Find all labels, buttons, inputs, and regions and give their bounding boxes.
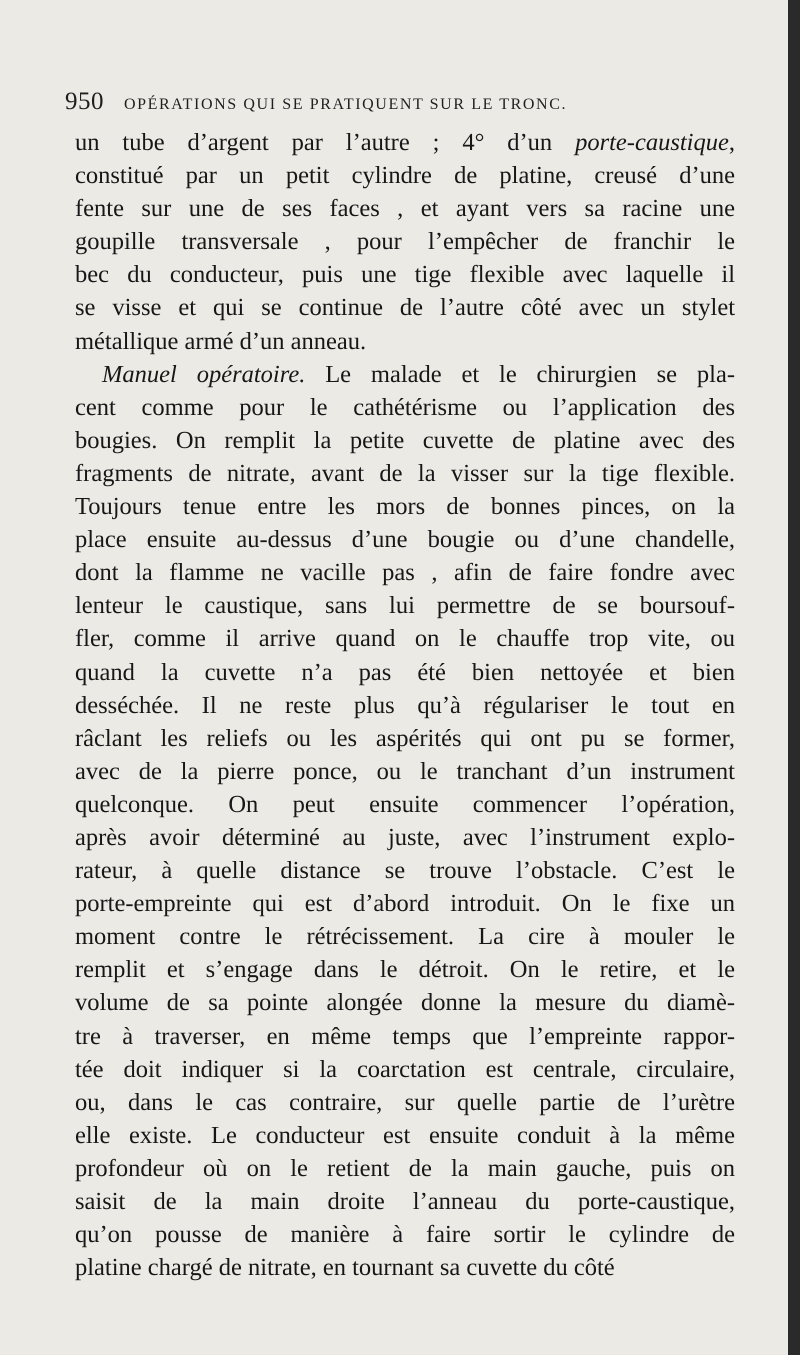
text-line-29: tée doit indiquer si la coarctation est centrale, circulaire,	[75, 1055, 735, 1083]
text-line-4: goupille transversale , pour l’empêcher de franchir le	[75, 228, 735, 256]
text-line-35: platine chargé de nitrate, en tournant sa cuvette du côté	[75, 1254, 615, 1282]
text-line-11: fragments de nitrate, avant de la visser sur la tige flexible.	[75, 459, 735, 487]
page-edge-shadow	[788, 0, 800, 1355]
text-line-9: cent comme pour le cathétérisme ou l’application des	[75, 393, 735, 421]
text-line-33: saisit de la main droite l’anneau du porte-caustique,	[75, 1188, 735, 1215]
text-line-26: remplit et s’engage dans le détroit. On le retire, et le	[75, 956, 735, 984]
text-line-10: bougies. On remplit la petite cuvette de platine avec des	[75, 426, 735, 454]
text-line-3: fente sur une de ses faces , et ayant vers sa racine une	[75, 195, 735, 223]
text-line-15: lenteur le caustique, sans lui permettre de se boursouf-	[75, 592, 735, 620]
text-line-2: constitué par un petit cylindre de platine, creusé d’une	[75, 162, 735, 190]
text-line-22: après avoir déterminé au juste, avec l’instrument explo-	[75, 823, 735, 851]
running-header	[65, 88, 705, 118]
section-heading-italic: Manuel opératoire.	[102, 360, 306, 388]
text-line-20: avec de la pierre ponce, ou le tranchant d’un instrument	[75, 757, 735, 785]
text-line-1-italic: porte-caustique	[575, 129, 729, 156]
text-line-17: quand la cuvette n’a pas été bien nettoyée et bien	[75, 658, 735, 686]
text-line-14: dont la flamme ne vacille pas , afin de faire fondre avec	[75, 559, 735, 587]
text-line-5: bec du conducteur, puis une tige flexible avec laquelle il	[75, 261, 735, 289]
text-line-32: profondeur où on le retient de la main gauche, puis on	[75, 1154, 735, 1182]
text-line-23: rateur, à quelle distance se trouve l’obstacle. C’est le	[75, 857, 735, 885]
text-line-21: quelconque. On peut ensuite commencer l’opération,	[75, 790, 735, 818]
text-line-28: tre à traverser, en même temps que l’empreinte rappor-	[75, 1022, 735, 1050]
text-line-6: se visse et qui se continue de l’autre côté avec un stylet	[75, 294, 735, 322]
running-head: OPÉRATIONS QUI SE PRATIQUENT SUR LE TRONC.	[124, 96, 568, 113]
text-line-19: râclant les reliefs ou les aspérités qui ont pu se former,	[75, 724, 735, 752]
text-line-1	[75, 126, 735, 159]
text-line-8-suffix: Le malade et le chirurgien se pla-	[305, 360, 735, 388]
text-line-7: métallique armé d’un anneau.	[75, 327, 367, 355]
text-line-30: ou, dans le cas contraire, sur quelle partie de l’urètre	[75, 1088, 735, 1116]
text-line-34: qu’on pousse de manière à faire sortir le cylindre de	[75, 1221, 735, 1249]
text-line-13: place ensuite au-dessus d’une bougie ou d’une chandelle,	[75, 526, 735, 554]
text-line-18: desséchée. Il ne reste plus qu’à régulariser le tout en	[75, 691, 735, 719]
body-text	[75, 126, 735, 1284]
page-number: 950	[65, 88, 104, 115]
text-line-8	[75, 358, 735, 391]
text-line-12: Toujours tenue entre les mors de bonnes pinces, on la	[75, 493, 735, 521]
text-line-16: fler, comme il arrive quand on le chauffe trop vite, ou	[75, 625, 735, 653]
text-line-31: elle existe. Le conducteur est ensuite conduit à la même	[75, 1121, 735, 1149]
text-line-25: moment contre le rétrécissement. La cire à mouler le	[75, 923, 735, 951]
text-line-24: porte-empreinte qui est d’abord introduit. On le fixe un	[75, 890, 735, 918]
text-line-1-suffix: ,	[728, 129, 735, 156]
text-line-1-prefix: un tube d’argent par l’autre ; 4° d’un	[75, 129, 576, 156]
text-line-27: volume de sa pointe alongée donne la mesure du diamè-	[75, 989, 735, 1017]
